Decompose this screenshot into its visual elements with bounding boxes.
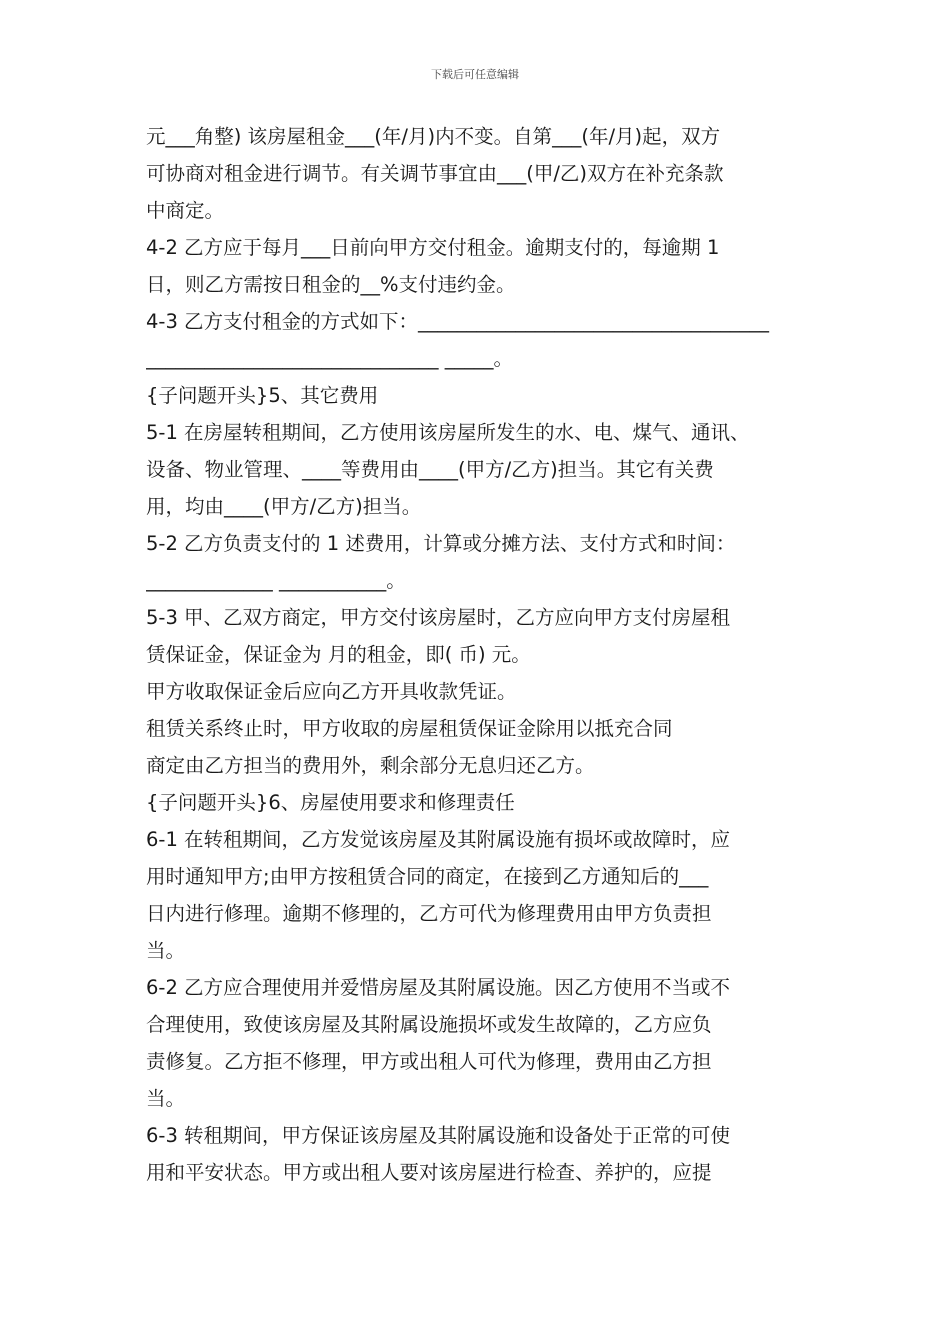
text-line: 设备、物业管理、____等费用由____(甲方/乙方)担当。其它有关费 <box>146 458 714 481</box>
text-line: 用和平安状态。甲方或出租人要对该房屋进行检查、养护的，应提 <box>146 1161 712 1184</box>
text-line: 日内进行修理。逾期不修理的，乙方可代为修理费用由甲方负责担 <box>146 902 712 925</box>
text-line: 当。 <box>146 939 186 962</box>
text-line: 中商定。 <box>146 199 225 222</box>
text-line: 责修复。乙方拒不修理，甲方或出租人可代为修理，费用由乙方担 <box>146 1050 712 1073</box>
text-line: 6-3 转租期间，甲方保证该房屋及其附属设施和设备处于正常的可使 <box>146 1124 731 1147</box>
section-heading: {子问题开头}6、房屋使用要求和修理责任 <box>146 791 515 814</box>
text-line: 甲方收取保证金后应向乙方开具收款凭证。 <box>146 680 517 703</box>
text-line: 6-1 在转租期间，乙方发觉该房屋及其附属设施有损坏或故障时，应 <box>146 828 731 851</box>
text-line: 5-3 甲、乙双方商定，甲方交付该房屋时，乙方应向甲方支付房屋租 <box>146 606 731 629</box>
page-header: 下载后可任意编辑 <box>431 68 519 81</box>
text-line: 可协商对租金进行调节。有关调节事宜由___(甲/乙)双方在补充条款 <box>146 162 724 185</box>
text-line: 元___角整) 该房屋租金___(年/月)内不变。自第___(年/月)起，双方 <box>146 125 721 148</box>
section-heading: {子问题开头}5、其它费用 <box>146 384 379 407</box>
text-line: 6-2 乙方应合理使用并爱惜房屋及其附属设施。因乙方使用不当或不 <box>146 976 731 999</box>
text-line: 当。 <box>146 1087 186 1110</box>
text-line: 4-3 乙方支付租金的方式如下：____________________________________ <box>146 310 770 333</box>
text-line: 赁保证金，保证金为 月的租金，即( 币) 元。 <box>146 643 531 666</box>
text-line: 用时通知甲方;由甲方按租赁合同的商定，在接到乙方通知后的___ <box>146 865 709 888</box>
text-line: 日，则乙方需按日租金的__%支付违约金。 <box>146 273 516 296</box>
text-line: 用，均由____(甲方/乙方)担当。 <box>146 495 422 518</box>
document-body <box>146 118 826 1191</box>
text-line: _____________ ___________。 <box>146 569 406 592</box>
text-line: 5-2 乙方负责支付的 1 述费用，计算或分摊方法、支付方式和时间： <box>146 532 736 555</box>
text-line: 租赁关系终止时，甲方收取的房屋租赁保证金除用以抵充合同 <box>146 717 673 740</box>
text-line: 商定由乙方担当的费用外，剩余部分无息归还乙方。 <box>146 754 595 777</box>
text-line: 合理使用，致使该房屋及其附属设施损坏或发生故障的，乙方应负 <box>146 1013 712 1036</box>
text-line: 5-1 在房屋转租期间，乙方使用该房屋所发生的水、电、煤气、通讯、 <box>146 421 750 444</box>
text-line: ______________________________ _____。 <box>146 347 513 370</box>
text-line: 4-2 乙方应于每月___日前向甲方交付租金。逾期支付的，每逾期 1 <box>146 236 720 259</box>
